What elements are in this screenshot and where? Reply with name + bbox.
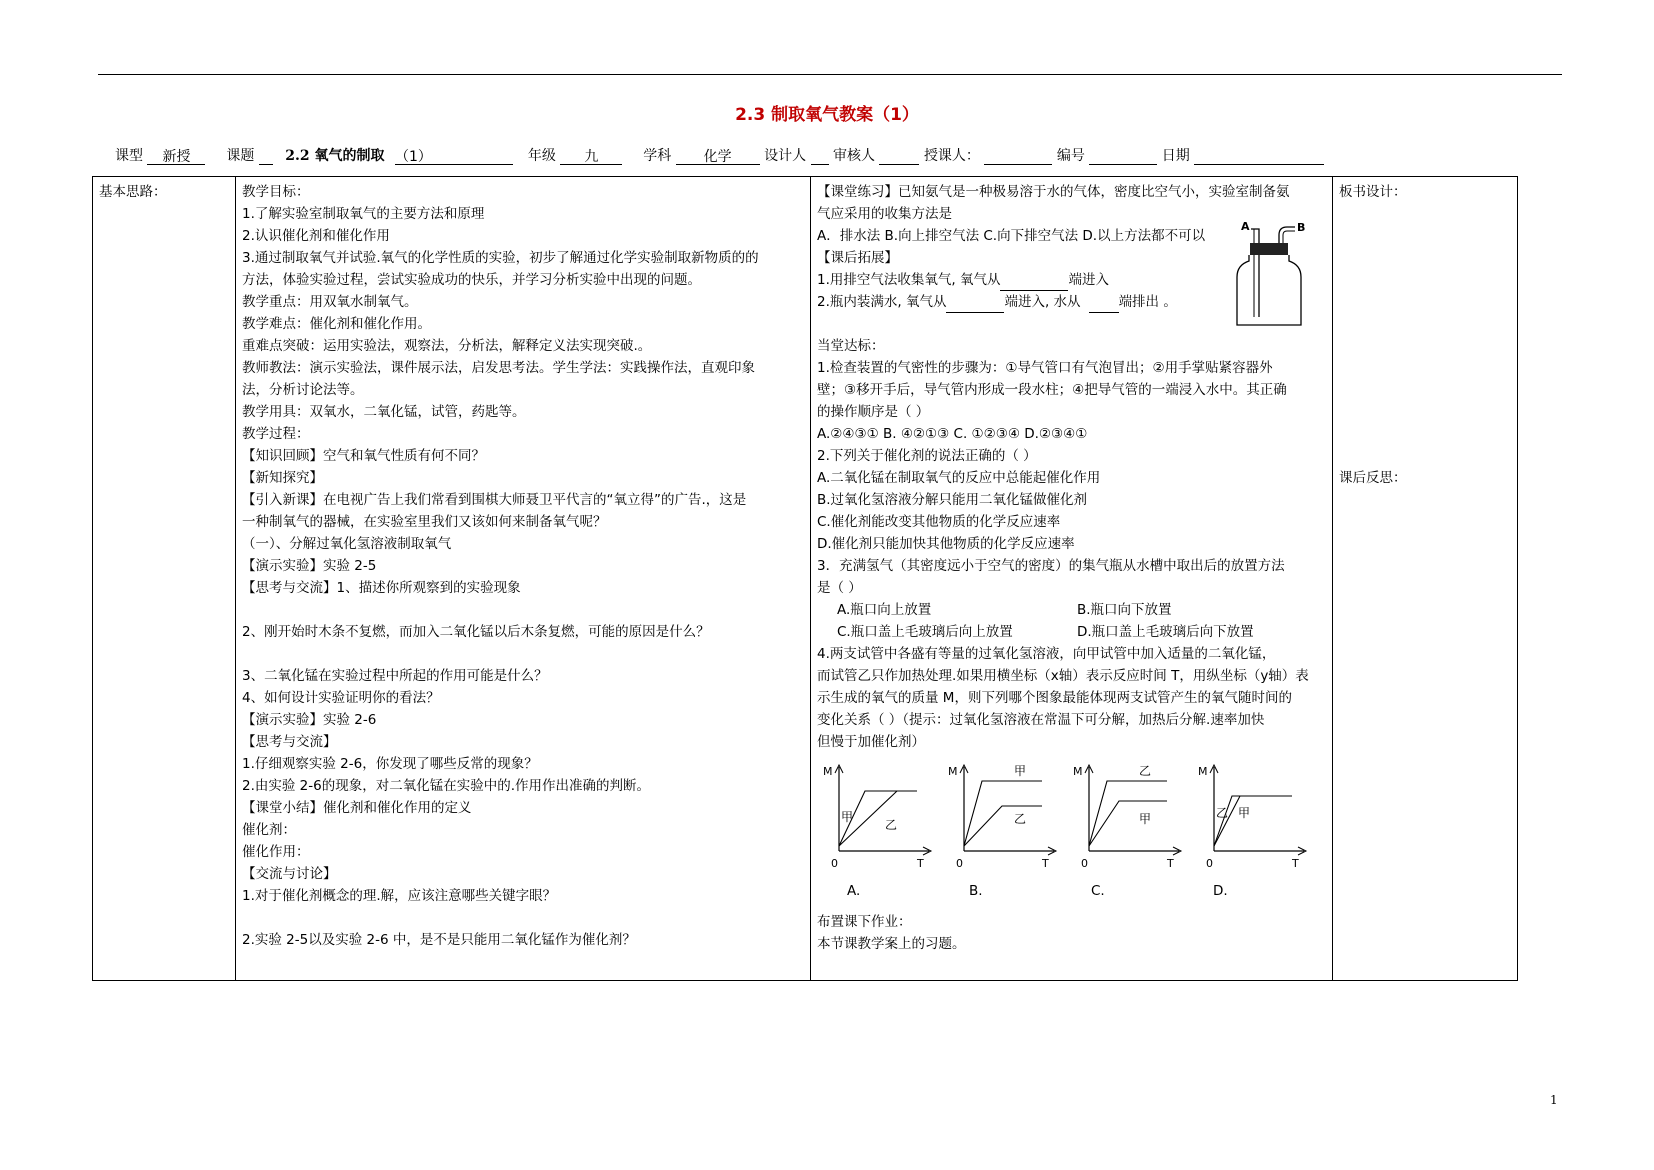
graph-m-label: M: [1198, 765, 1208, 778]
graph-a: [817, 761, 942, 871]
date-label: 日期: [1161, 148, 1190, 164]
teaching-process-text: [242, 181, 804, 951]
exercise-line: A.二氧化锰在制取氧气的反应中总能起催化作用: [817, 470, 1101, 486]
process-line: 教学难点：催化剂和催化作用。: [242, 316, 431, 332]
graph-yi-label: 乙: [1014, 812, 1027, 826]
process-line: 2.由实验 2-6的现象，对二氧化锰在实验中的.作用作出准确的判断。: [242, 778, 651, 794]
process-line: 2.实验 2-5以及实验 2-6 中，是不是只能用二氧化锰作为催化剂？: [242, 932, 636, 948]
process-line: 方法，体验实验过程，尝试实验成功的快乐，并学习分析实验中出现的问题。: [242, 272, 701, 288]
process-line: 【交流与讨论】: [242, 866, 337, 882]
blank-2: [946, 296, 1004, 313]
graph-t-label: T: [1292, 857, 1299, 870]
q3-options-row-1: A.瓶口向上放置 B.瓶口向下放置: [837, 602, 1172, 618]
graph-d: [1192, 761, 1317, 871]
process-line: 2、刚开始时木条不复燃，而加入二氧化锰以后木条复燃，可能的原因是什么？: [242, 624, 710, 640]
blank-1: [1000, 274, 1068, 291]
graph-c: [1067, 761, 1192, 871]
process-line: 【思考与交流】: [242, 734, 337, 750]
subject-label: 学科: [643, 148, 672, 164]
graph-origin-label: 0: [831, 857, 838, 870]
process-line: 催化作用：: [242, 844, 310, 860]
process-line: 【演示实验】实验 2-5: [242, 558, 377, 574]
process-line: （一）、分解过氧化氢溶液制取氧气: [242, 536, 452, 552]
process-line: 一种制氧气的器械，在实验室里我们又该如何来制备氧气呢？: [242, 514, 607, 530]
exercise-line: 1.检查装置的气密性的步骤为：①导气管口有气泡冒出；②用手掌贴紧容器外: [817, 360, 1273, 376]
topic-label: 课题: [226, 148, 255, 164]
graph-m-label: M: [823, 765, 833, 778]
question4-line: 但慢于加催化剂）: [817, 734, 925, 750]
graph-b: [942, 761, 1067, 871]
exercise-line: 当堂达标：: [817, 338, 885, 354]
process-line: 教学目标：: [242, 184, 310, 200]
exercise-line: 3．充满氢气（其密度远小于空气的密度）的集气瓶从水槽中取出后的放置方法: [817, 558, 1285, 574]
graph-jia-label: 甲: [841, 810, 854, 824]
exercise-line: 【课堂练习】已知氨气是一种极易溶于水的气体，密度比空气小，实验室制备氨: [817, 184, 1290, 200]
process-line: 【引入新课】在电视广告上我们常看到围棋大师聂卫平代言的“氧立得”的广告.，这是: [242, 492, 747, 508]
graph-yi-label: 乙: [885, 818, 898, 832]
bottle-label-b: B: [1297, 221, 1306, 234]
graph-m-label: M: [948, 765, 958, 778]
graph-yi-label: 乙: [1216, 806, 1229, 820]
type-value: 新授: [147, 146, 205, 165]
process-line: 1.对于催化剂概念的理.解，应该注意哪些关键字眼？: [242, 888, 557, 904]
graph-line-jia: [1089, 801, 1167, 846]
graph-t-label: T: [1042, 857, 1049, 870]
exercise-line: A．排水法 B.向上排空气法 C.向下排空气法 D.以上方法都不可以: [817, 228, 1206, 244]
process-line: 4、如何设计实验证明你的看法？: [242, 690, 440, 706]
exercise-line: B.过氧化氢溶液分解只能用二氧化锰做催化剂: [817, 492, 1088, 508]
process-line: 法，分析讨论法等。: [242, 382, 364, 398]
teacher-label: 授课人：: [923, 148, 980, 164]
graph-label-b: B.: [969, 883, 983, 899]
blank-3: [1089, 296, 1119, 313]
header-rule: [98, 74, 1562, 75]
process-line: 【课堂小结】催化剂和催化作用的定义: [242, 800, 472, 816]
homework-line: 布置课下作业：: [817, 914, 912, 930]
exercise-line: 是（ ）: [817, 580, 862, 596]
question4-line: 4.两支试管中各盛有等量的过氧化氢溶液，向甲试管中加入适量的二氧化锰，: [817, 646, 1276, 662]
type-label: 课型: [115, 148, 143, 164]
graph-yi-label: 乙: [1139, 764, 1152, 778]
process-line: 教学过程：: [242, 426, 310, 442]
graph-options: [817, 761, 1317, 911]
page-title: 2.3 制取氧气教案（1）: [735, 105, 919, 125]
process-line: [242, 643, 804, 665]
exercise-line: 2.下列关于催化剂的说法正确的（ ）: [817, 448, 1037, 464]
process-line: 教学重点：用双氧水制氧气。: [242, 294, 418, 310]
grade-label: 年级: [527, 148, 556, 164]
graph-origin-label: 0: [1081, 857, 1088, 870]
q3-options-row-2: C.瓶口盖上毛玻璃后向上放置 D.瓶口盖上毛玻璃后向下放置: [837, 624, 1254, 640]
exercise-text-mid: [817, 313, 1326, 599]
graph-line-yi: [1214, 796, 1292, 846]
basic-approach-cell: [93, 177, 236, 981]
exercise-line: 壁；③移开手后，导气管内形成一段水柱；④把导气管的一端浸入水中。其正确: [817, 382, 1287, 398]
graph-line-yi: [1089, 781, 1167, 846]
graph-origin-label: 0: [1206, 857, 1213, 870]
process-line: [242, 907, 804, 929]
topic-value: 2.2 氧气的制取: [285, 148, 385, 164]
exercise-line: D.催化剂只能加快其他物质的化学反应速率: [817, 536, 1075, 552]
exercise-line: 【课后拓展】: [817, 250, 898, 266]
process-line: 3.通过制取氧气并试验.氧气的化学性质的实验，初步了解通过化学实验制取新物质的的: [242, 250, 759, 266]
teaching-process-cell: [236, 177, 811, 981]
board-design-heading: 板书设计：: [1339, 184, 1407, 200]
exercise-text-bottom: [817, 911, 1326, 955]
exercise-line: 气应采用的收集方法是: [817, 206, 952, 222]
graph-jia-label: 甲: [1238, 806, 1251, 820]
process-line: 【思考与交流】1、描述你所观察到的实验现象: [242, 580, 521, 596]
question4-line: 而试管乙只作加热处理.如果用横坐标（x轴）表示反应时间 T，用纵坐标（y轴）表: [817, 668, 1309, 684]
process-line: 催化剂：: [242, 822, 296, 838]
graph-jia-label: 甲: [1014, 764, 1027, 778]
designer-label: 设计人: [764, 148, 807, 164]
exercise-line: A.②④③① B. ④②①③ C. ①②③④ D.②③④①: [817, 426, 1088, 442]
grade-value: 九: [560, 146, 622, 165]
graph-t-label: T: [1167, 857, 1174, 870]
number-label: 编号: [1056, 148, 1085, 164]
graph-label-d: D.: [1213, 883, 1228, 899]
reviewer-label: 审核人: [833, 148, 876, 164]
process-line: 教师教法：演示实验法，课件展示法，启发思考法。学生学法：实践操作法，直观印象: [242, 360, 755, 376]
exercise-text-q4: [817, 643, 1326, 753]
graph-origin-label: 0: [956, 857, 963, 870]
process-line: 1.了解实验室制取氧气的主要方法和原理: [242, 206, 485, 222]
process-line: 教学用具：双氧水，二氧化锰，试管，药匙等。: [242, 404, 526, 420]
lesson-plan-table: [92, 176, 1518, 981]
exercise-cell: [811, 177, 1333, 981]
process-line: 【知识回顾】空气和氧气性质有何不同？: [242, 448, 485, 464]
process-line: 2.认识催化剂和催化作用: [242, 228, 390, 244]
board-cell: [1333, 177, 1518, 981]
exercise-line: C.催化剂能改变其他物质的化学反应速率: [817, 514, 1061, 530]
graph-letter-row: [817, 883, 1347, 899]
page-number: 1: [1550, 1093, 1558, 1107]
graph-t-label: T: [917, 857, 924, 870]
topic-part: （1）: [395, 146, 513, 165]
extension-item-2: 2.瓶内装满水, 氧气从 端进入, 水从 端排出 。: [817, 291, 1326, 313]
subject-value: 化学: [676, 146, 760, 165]
graph-label-c: C.: [1091, 883, 1105, 899]
process-line: 1.仔细观察实验 2-6，你发现了哪些反常的现象？: [242, 756, 538, 772]
graph-label-a: A.: [847, 883, 861, 899]
bottle-label-a: A: [1241, 220, 1250, 233]
basic-approach-heading: 基本思路：: [99, 184, 167, 200]
graph-line-jia: [964, 781, 1042, 846]
process-line: 【演示实验】实验 2-6: [242, 712, 377, 728]
gas-bottle-figure: [1229, 217, 1319, 327]
graph-m-label: M: [1073, 765, 1083, 778]
graph-jia-label: 甲: [1139, 812, 1152, 826]
extension-item-1: 1.用排空气法收集氧气, 氧气从 端进入: [817, 269, 1326, 291]
process-line: [242, 599, 804, 621]
question4-line: 示生成的氧气的质量 M，则下列哪个图象最能体现两支试管产生的氧气随时间的: [817, 690, 1292, 706]
info-line: [115, 145, 1555, 167]
process-line: 重难点突破：运用实验法，观察法，分析法，解释定义法实现突破.。: [242, 338, 652, 354]
homework-line: 本节课教学案上的习题。: [817, 936, 966, 952]
process-line: 3、二氧化锰在实验过程中所起的作用可能是什么？: [242, 668, 548, 684]
graph-line-yi: [964, 806, 1042, 846]
question4-line: 变化关系（ ）（提示：过氧化氢溶液在常温下可分解，加热后分解.速率加快: [817, 712, 1265, 728]
process-line: 【新知探究】: [242, 470, 323, 486]
exercise-line: 的操作顺序是（ ）: [817, 404, 930, 420]
graph-line-jia: [1214, 796, 1292, 846]
reflection-heading: 课后反思：: [1339, 470, 1407, 486]
